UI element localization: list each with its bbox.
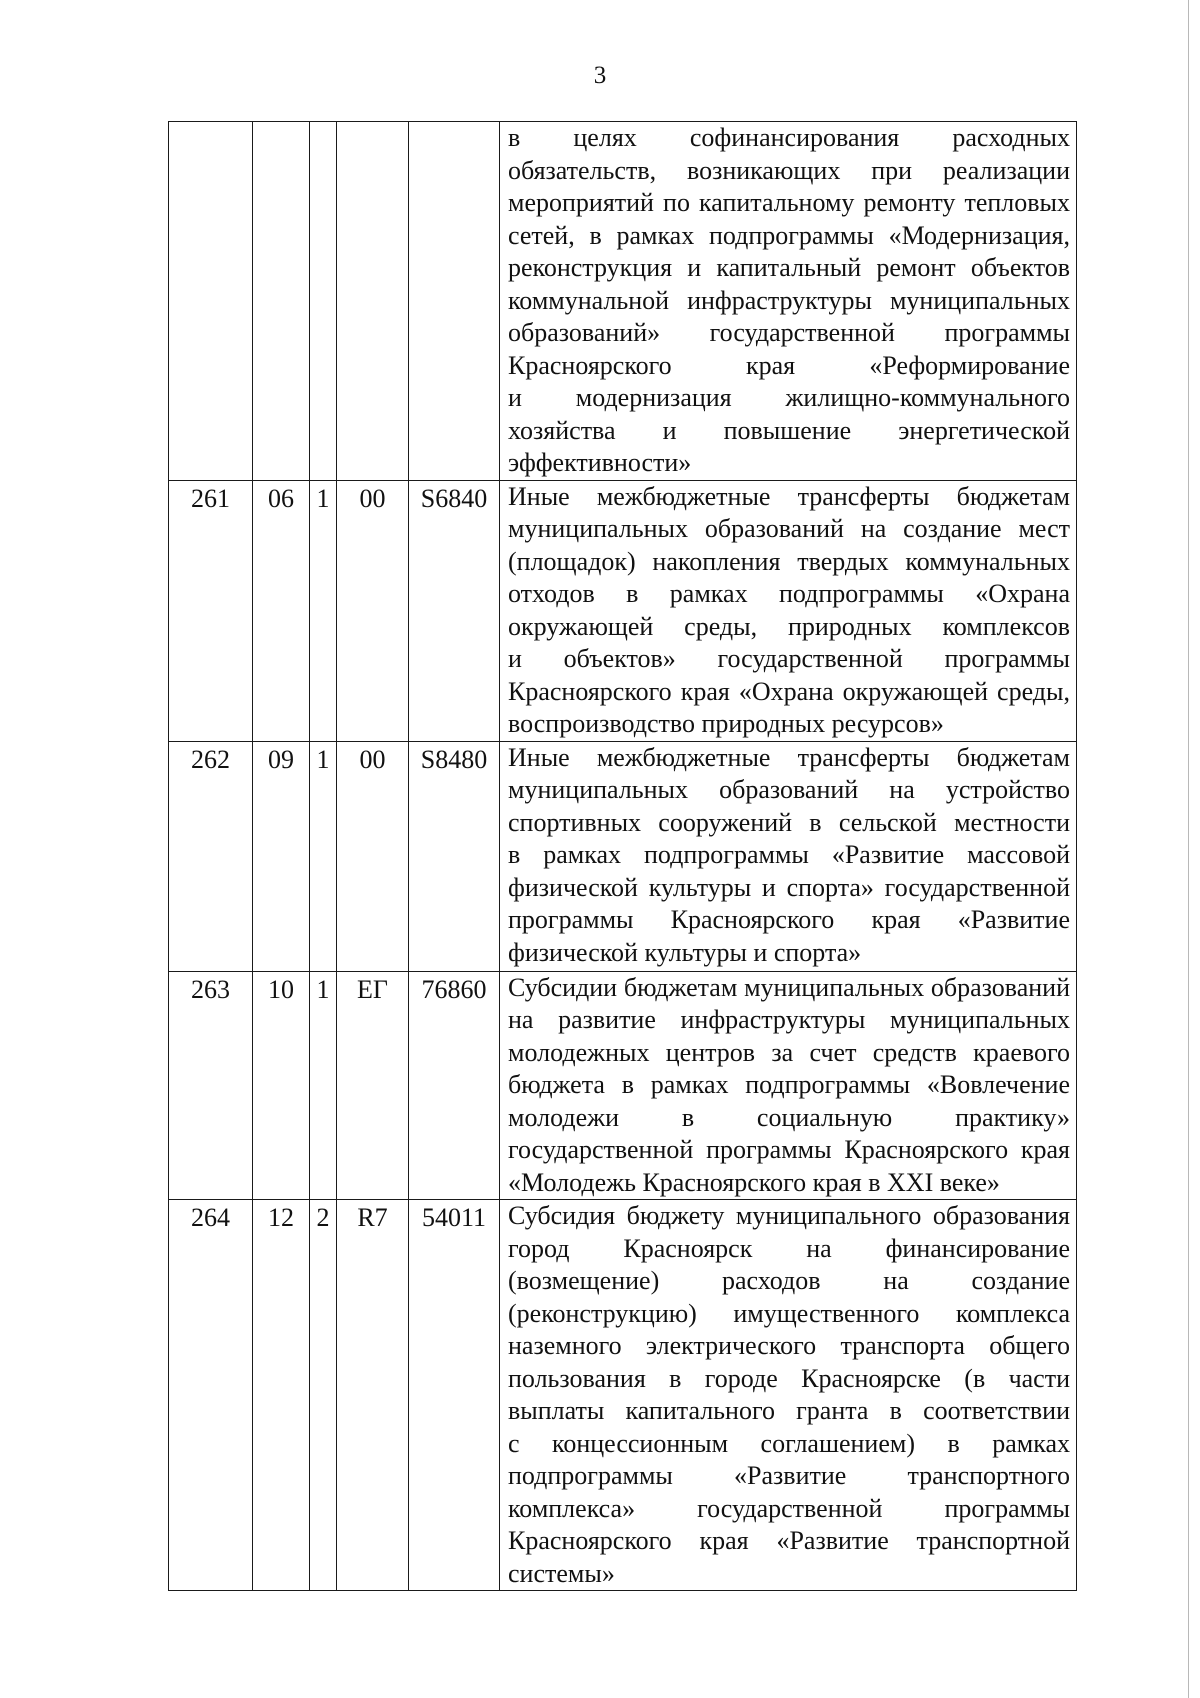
code-cell-c4 xyxy=(337,122,409,481)
description-line: в рамках подпрограммы «Развитие массовой xyxy=(508,840,1070,869)
description-line: выплаты капитального гранта в соответствии xyxy=(508,1396,1070,1425)
code-value xyxy=(337,122,408,124)
code-cell-c5 xyxy=(409,1200,500,1591)
code-value: R7 xyxy=(357,1203,388,1232)
description-line: воспроизводство природных ресурсов» xyxy=(508,709,944,738)
code-value: 263 xyxy=(191,974,230,1004)
code-value xyxy=(409,122,499,124)
code-cell-c4 xyxy=(337,1200,409,1591)
budget-table xyxy=(168,121,1077,1591)
code-value: ЕГ xyxy=(357,974,388,1004)
description-line: мероприятий по капитальному ремонту тепловых xyxy=(508,188,1070,217)
description-line: системы» xyxy=(508,1558,615,1588)
code-cell-c4 xyxy=(337,971,409,1200)
description-line: город Красноярск на финансирование xyxy=(508,1233,1070,1263)
description-line: образований» государственной программы xyxy=(508,318,1070,347)
description-line: в целях софинансирования расходных xyxy=(508,123,1070,152)
code-value: 76860 xyxy=(421,974,487,1004)
code-cell-c3 xyxy=(310,1200,337,1591)
description-line: на развитие инфраструктуры муниципальных xyxy=(508,1005,1070,1034)
code-cell-c1 xyxy=(169,480,253,741)
code-cell-c2 xyxy=(253,741,310,971)
code-value: 00 xyxy=(359,744,386,774)
page-number: 3 xyxy=(593,62,607,89)
description-line: физической культуры и спорта» xyxy=(508,937,862,967)
description-cell xyxy=(500,741,1077,971)
code-value: 1 xyxy=(316,974,330,1004)
description-line: муниципальных образований на устройство xyxy=(508,775,1070,804)
code-cell-c3 xyxy=(310,480,337,741)
code-cell-c2 xyxy=(253,122,310,481)
description-line: сетей, в рамках подпрограммы «Модернизация, xyxy=(508,220,1070,250)
code-cell-c2 xyxy=(253,480,310,741)
description-line: молодежных центров за счет средств краевого xyxy=(508,1037,1070,1067)
table-row xyxy=(169,1200,1077,1591)
code-cell-c3 xyxy=(310,122,337,481)
description-line: и объектов» государственной программы xyxy=(508,644,1070,673)
description-line: хозяйства и повышение энергетической xyxy=(508,415,1070,445)
code-cell-c2 xyxy=(253,971,310,1200)
description-line: и модернизация жилищно-коммунального xyxy=(508,383,1070,412)
description-line: бюджета в рамках подпрограммы «Вовлечение xyxy=(508,1070,1070,1099)
description-line: Субсидии бюджетам муниципальных образований xyxy=(508,972,1070,1002)
description-line: реконструкция и капитальный ремонт объектов xyxy=(508,253,1070,282)
code-cell-c3 xyxy=(310,971,337,1200)
code-value xyxy=(169,122,252,124)
description-cell xyxy=(500,971,1077,1200)
code-value: 06 xyxy=(268,483,294,513)
description-line: Иные межбюджетные трансферты бюджетам xyxy=(508,742,1070,772)
code-cell-c5 xyxy=(409,741,500,971)
code-value: 261 xyxy=(191,483,230,513)
code-value: 10 xyxy=(268,974,294,1004)
code-cell-c5 xyxy=(409,122,500,481)
description-line: спортивных сооружений в сельской местности xyxy=(508,807,1070,837)
description-line: комплекса» государственной программы xyxy=(508,1493,1070,1523)
code-value: 09 xyxy=(268,744,294,774)
description-line: с концессионным соглашением) в рамках xyxy=(508,1428,1070,1458)
description-line: «Молодежь Красноярского края в XXI веке» xyxy=(508,1167,1000,1197)
code-cell-c1 xyxy=(169,741,253,971)
code-value: 1 xyxy=(316,483,330,513)
code-value: S8480 xyxy=(420,744,488,774)
scan-edge-line xyxy=(1188,0,1189,1698)
code-value: 00 xyxy=(359,483,386,513)
table-row xyxy=(169,971,1077,1200)
code-value xyxy=(310,122,336,124)
description-line: молодежи в социальную практику» xyxy=(508,1102,1070,1132)
description-line: пользования в городе Красноярске (в части xyxy=(508,1363,1070,1393)
description-line: Субсидия бюджету муниципального образования xyxy=(508,1201,1070,1230)
code-cell-c5 xyxy=(409,971,500,1200)
description-line: Красноярского края «Развитие транспортной xyxy=(508,1526,1070,1555)
description-line: Иные межбюджетные трансферты бюджетам xyxy=(508,481,1070,511)
description-line: отходов в рамках подпрограммы «Охрана xyxy=(508,579,1070,608)
code-cell-c4 xyxy=(337,480,409,741)
description-line: Красноярского края «Реформирование xyxy=(508,350,1070,380)
description-line: государственной программы Красноярского края xyxy=(508,1135,1070,1164)
description-line: Красноярского края «Охрана окружающей среды, xyxy=(508,676,1070,706)
code-cell-c4 xyxy=(337,741,409,971)
description-line: окружающей среды, природных комплексов xyxy=(508,611,1070,641)
table-row xyxy=(169,480,1077,741)
description-line: наземного электрического транспорта общего xyxy=(508,1331,1070,1360)
code-value: 264 xyxy=(191,1203,230,1232)
code-value xyxy=(253,122,309,124)
table-body xyxy=(169,122,1077,1591)
code-value: S6840 xyxy=(420,483,488,513)
code-cell-c1 xyxy=(169,1200,253,1591)
description-line: (реконструкцию) имущественного комплекса xyxy=(508,1298,1070,1328)
description-line: обязательств, возникающих при реализации xyxy=(508,155,1070,185)
description-line: муниципальных образований на создание мест xyxy=(508,514,1070,543)
description-line: эффективности» xyxy=(508,448,692,477)
code-cell-c1 xyxy=(169,122,253,481)
code-value: 262 xyxy=(191,744,230,774)
code-value: 54011 xyxy=(421,1203,487,1232)
description-line: (площадок) накопления твердых коммунальных xyxy=(508,546,1070,576)
code-value: 2 xyxy=(316,1203,330,1232)
code-cell-c2 xyxy=(253,1200,310,1591)
description-line: физической культуры и спорта» государственной xyxy=(508,872,1070,902)
table-row xyxy=(169,741,1077,971)
description-line: программы Красноярского края «Развитие xyxy=(508,905,1070,934)
description-cell xyxy=(500,1200,1077,1591)
code-cell-c1 xyxy=(169,971,253,1200)
code-cell-c3 xyxy=(310,741,337,971)
description-cell xyxy=(500,480,1077,741)
description-line: коммунальной инфраструктуры муниципальных xyxy=(508,285,1070,315)
description-cell xyxy=(500,122,1077,481)
code-cell-c5 xyxy=(409,480,500,741)
code-value: 12 xyxy=(268,1203,294,1232)
code-value: 1 xyxy=(316,744,330,774)
description-line: (возмещение) расходов на создание xyxy=(508,1266,1070,1295)
table-row xyxy=(169,122,1077,481)
description-line: подпрограммы «Развитие транспортного xyxy=(508,1461,1070,1490)
